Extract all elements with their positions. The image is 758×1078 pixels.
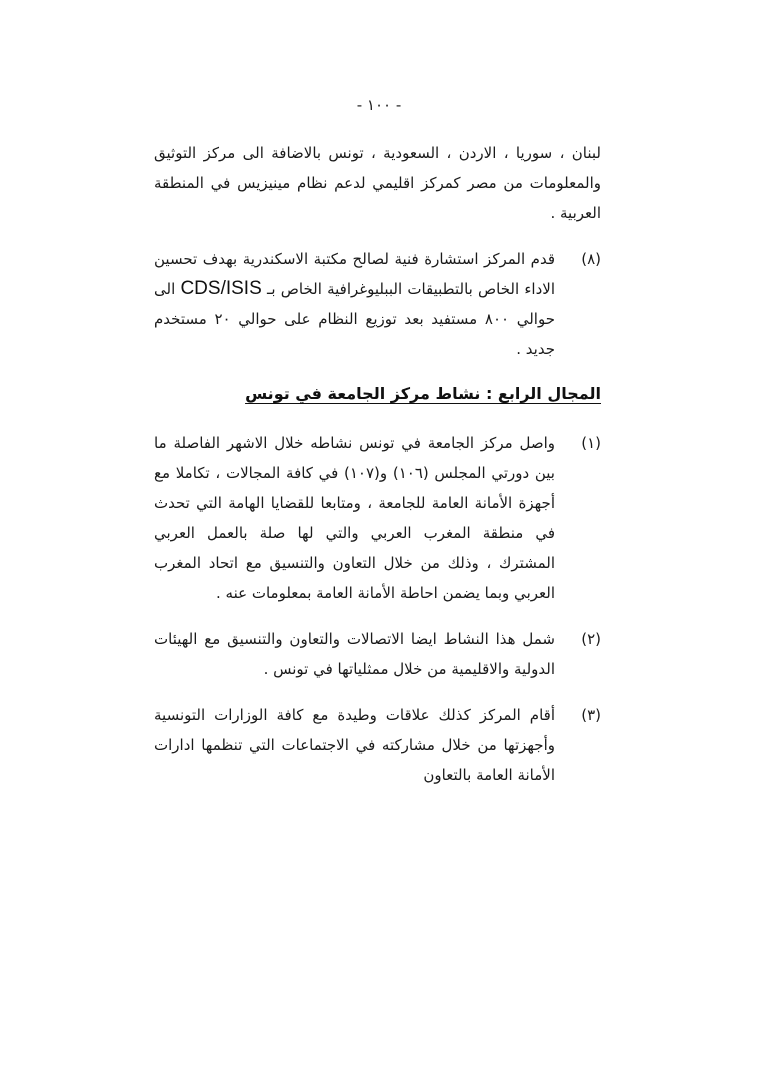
list-item-1 bbox=[154, 428, 601, 608]
paragraph-intro-continuation: لبنان ، سوريا ، الاردن ، السعودية ، تونس بالاضافة الى مركز التوثيق والمعلومات من مصر كمركز اقليمي لدعم نظام مينيزيس في المنطقة العربية . bbox=[154, 144, 601, 222]
item-8-marker: (٨) bbox=[581, 250, 601, 268]
item-1-text: واصل مركز الجامعة في تونس نشاطه خلال الاشهر الفاصلة ما بين دورتي المجلس (١٠٦) و(١٠٧) في كافة المجالات ، تكاملا مع أجهزة الأمانة العامة للجامعة ، ومتابعا للقضايا الهامة التي تحدث في منطقة المغرب العربي والتي لها صلة بالعمل العربي المشترك ، وذلك من خلال التعاون والتنسيق مع اتحاد المغرب العربي وبما يضمن احاطة الأمانة العامة بمعلومات عنه . bbox=[154, 434, 555, 602]
item-2-text: شمل هذا النشاط ايضا الاتصالات والتعاون والتنسيق مع الهيئات الدولية والاقليمية من خلال ممثلياتها في تونس . bbox=[154, 630, 555, 678]
item-3-text: أقام المركز كذلك علاقات وطيدة مع كافة الوزارات التونسية وأجهزتها من خلال مشاركته في الاجتماعات التي تنظمها ادارات الأمانة العامة بالتعاون bbox=[154, 706, 555, 784]
item-8-text bbox=[154, 244, 555, 364]
list-item-2 bbox=[154, 624, 601, 684]
section-heading: المجال الرابع : نشاط مركز الجامعة في تونس bbox=[245, 384, 601, 403]
item-3-marker: (٣) bbox=[581, 706, 601, 724]
section-heading-row bbox=[154, 380, 601, 408]
list-item-3 bbox=[154, 700, 601, 790]
item-8-text-end: الى حوالي ٨٠٠ مستفيد بعد توزيع النظام على حوالي ٢٠ مستخدم جديد . bbox=[154, 280, 555, 358]
page-content bbox=[154, 138, 601, 806]
item-2-marker: (٢) bbox=[581, 630, 601, 648]
item-8-text-start: قدم المركز استشارة فنية لصالح مكتبة الاسكندرية بهدف تحسين الاداء الخاص بالتطبيقات الببليوغرافية الخاص بـ bbox=[154, 250, 555, 298]
list-item-8 bbox=[154, 244, 601, 364]
item-1-marker: (١) bbox=[581, 434, 601, 452]
page-number: - ١٠٠ - bbox=[356, 96, 402, 114]
item-8-latin-acronym: CDS/ISIS bbox=[180, 278, 262, 299]
